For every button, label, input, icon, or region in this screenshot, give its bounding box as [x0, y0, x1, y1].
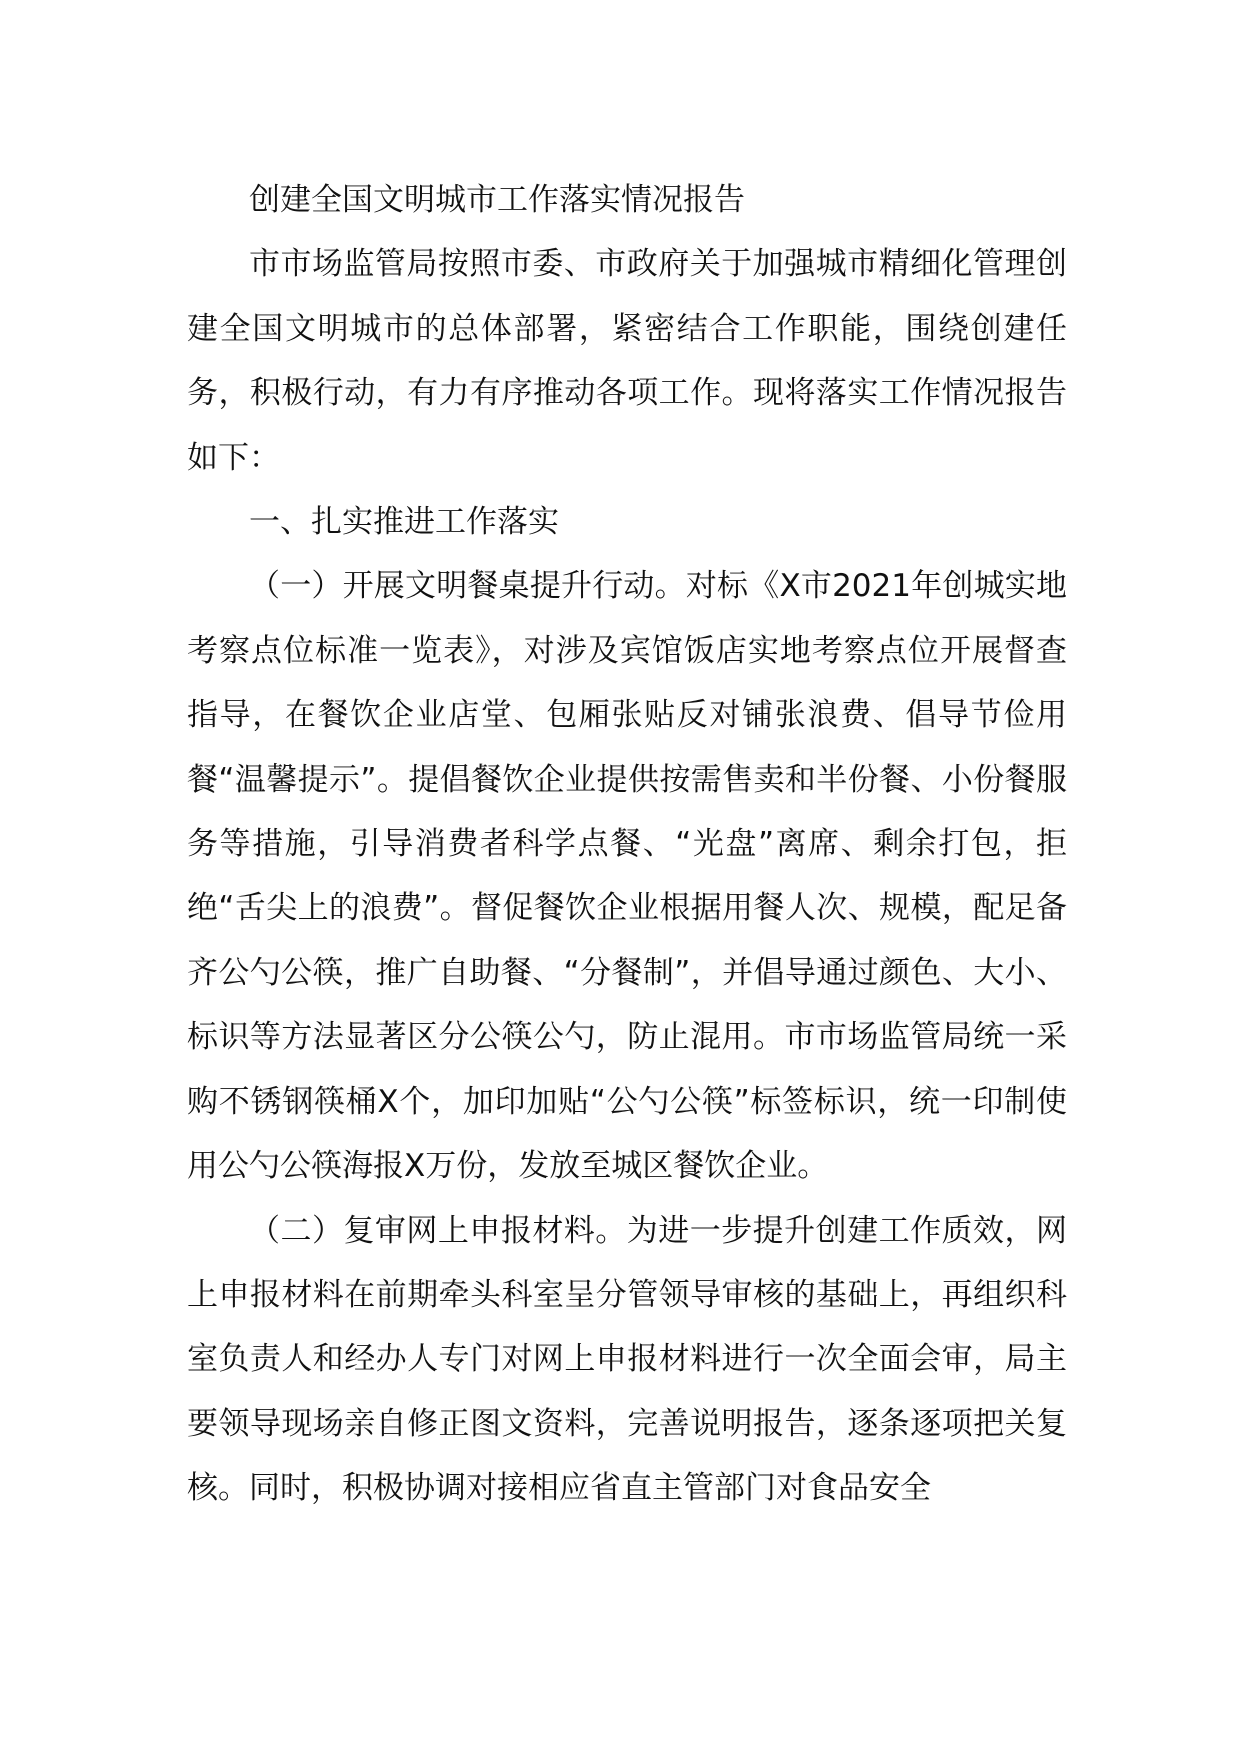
paragraph-online-materials: （二）复审网上申报材料。为进一步提升创建工作质效，网上申报材料在前期牵头科室呈分管领导审核的基础上，再组织科室负责人和经办人专门对网上申报材料进行一次全面会审，局主要领导现场亲自修正图文资料，完善说明报告，逐条逐项把关复核。同时，积极协调对接相应省直主管部门对食品安全	[187, 1212, 1067, 1507]
document-title: 创建全国文明城市工作落实情况报告	[249, 182, 745, 218]
document-body	[187, 168, 1067, 1521]
section-heading-1: 一、扎实推进工作落实	[249, 504, 559, 541]
paragraph-intro: 市市场监管局按照市委、市政府关于加强城市精细化管理创建全国文明城市的总体部署，紧密结合工作职能，围绕创建任务，积极行动，有力有序推动各项工作。现将落实工作情况报告如下：	[187, 246, 1067, 476]
paragraph-civilized-dining: （一）开展文明餐桌提升行动。对标《X市2021年创城实地考察点位标准一览表》，对涉及宾馆饭店实地考察点位开展督查指导，在餐饮企业店堂、包厢张贴反对铺张浪费、倡导节俭用餐“温馨提示”。提倡餐饮企业提供按需售卖和半份餐、小份餐服务等措施，引导消费者科学点餐、“光盘”离席、剩余打包，拒绝“舌尖上的浪费”。督促餐饮企业根据用餐人次、规模，配足备齐公勺公筷，推广自助餐、“分餐制”，并倡导通过颜色、大小、标识等方法显著区分公筷公勺，防止混用。市市场监管局统一采购不锈钢筷桶X个，加印加贴“公勺公筷”标签标识，统一印制使用公勺公筷海报X万份，发放至城区餐饮企业。	[187, 568, 1067, 1185]
